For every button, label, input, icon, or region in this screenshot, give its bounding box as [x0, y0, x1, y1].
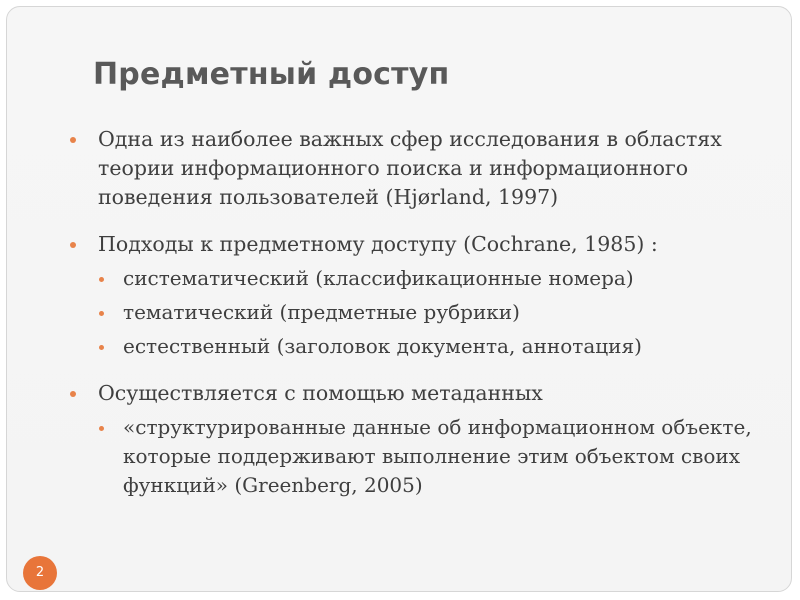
sub-bullet-text: систематический (классификационные номера)	[123, 266, 634, 290]
bullet-text: Осуществляется с помощью метаданных	[98, 381, 543, 405]
sub-bullet-dot-icon	[99, 426, 104, 431]
sub-bullet-item	[7, 264, 763, 293]
bullet-text: Одна из наиболее важных сфер исследования в областях теории информационного поиска и информационного поведения пользователей (Hjørland, 1997)	[98, 127, 722, 209]
slide-title: Предметный доступ	[93, 57, 450, 92]
bullet-item	[7, 230, 788, 259]
bullet-text: Подходы к предметному доступу (Cochrane, 1985) :	[98, 232, 658, 256]
sub-bullet-text: «структурированные данные об информационном объекте, которые поддерживают выполнение этим объектом своих функций» (Greenberg, 2005)	[123, 415, 752, 497]
page-number-badge: 2	[23, 556, 57, 590]
sub-bullet-text: тематический (предметные рубрики)	[123, 300, 520, 324]
bullet-dot-icon	[70, 137, 76, 143]
bullet-dot-icon	[70, 391, 76, 397]
slide	[6, 6, 792, 592]
sub-bullet-item	[7, 332, 763, 361]
sub-bullet-text: естественный (заголовок документа, аннотация)	[123, 334, 642, 358]
bullet-item	[7, 379, 788, 408]
sub-bullet-dot-icon	[99, 345, 104, 350]
slide-content	[7, 125, 792, 500]
bullet-dot-icon	[70, 242, 76, 248]
sub-bullet-dot-icon	[99, 277, 104, 282]
sub-bullet-item	[7, 413, 763, 500]
sub-bullet-item	[7, 298, 763, 327]
sub-bullet-dot-icon	[99, 311, 104, 316]
bullet-item	[7, 125, 788, 212]
